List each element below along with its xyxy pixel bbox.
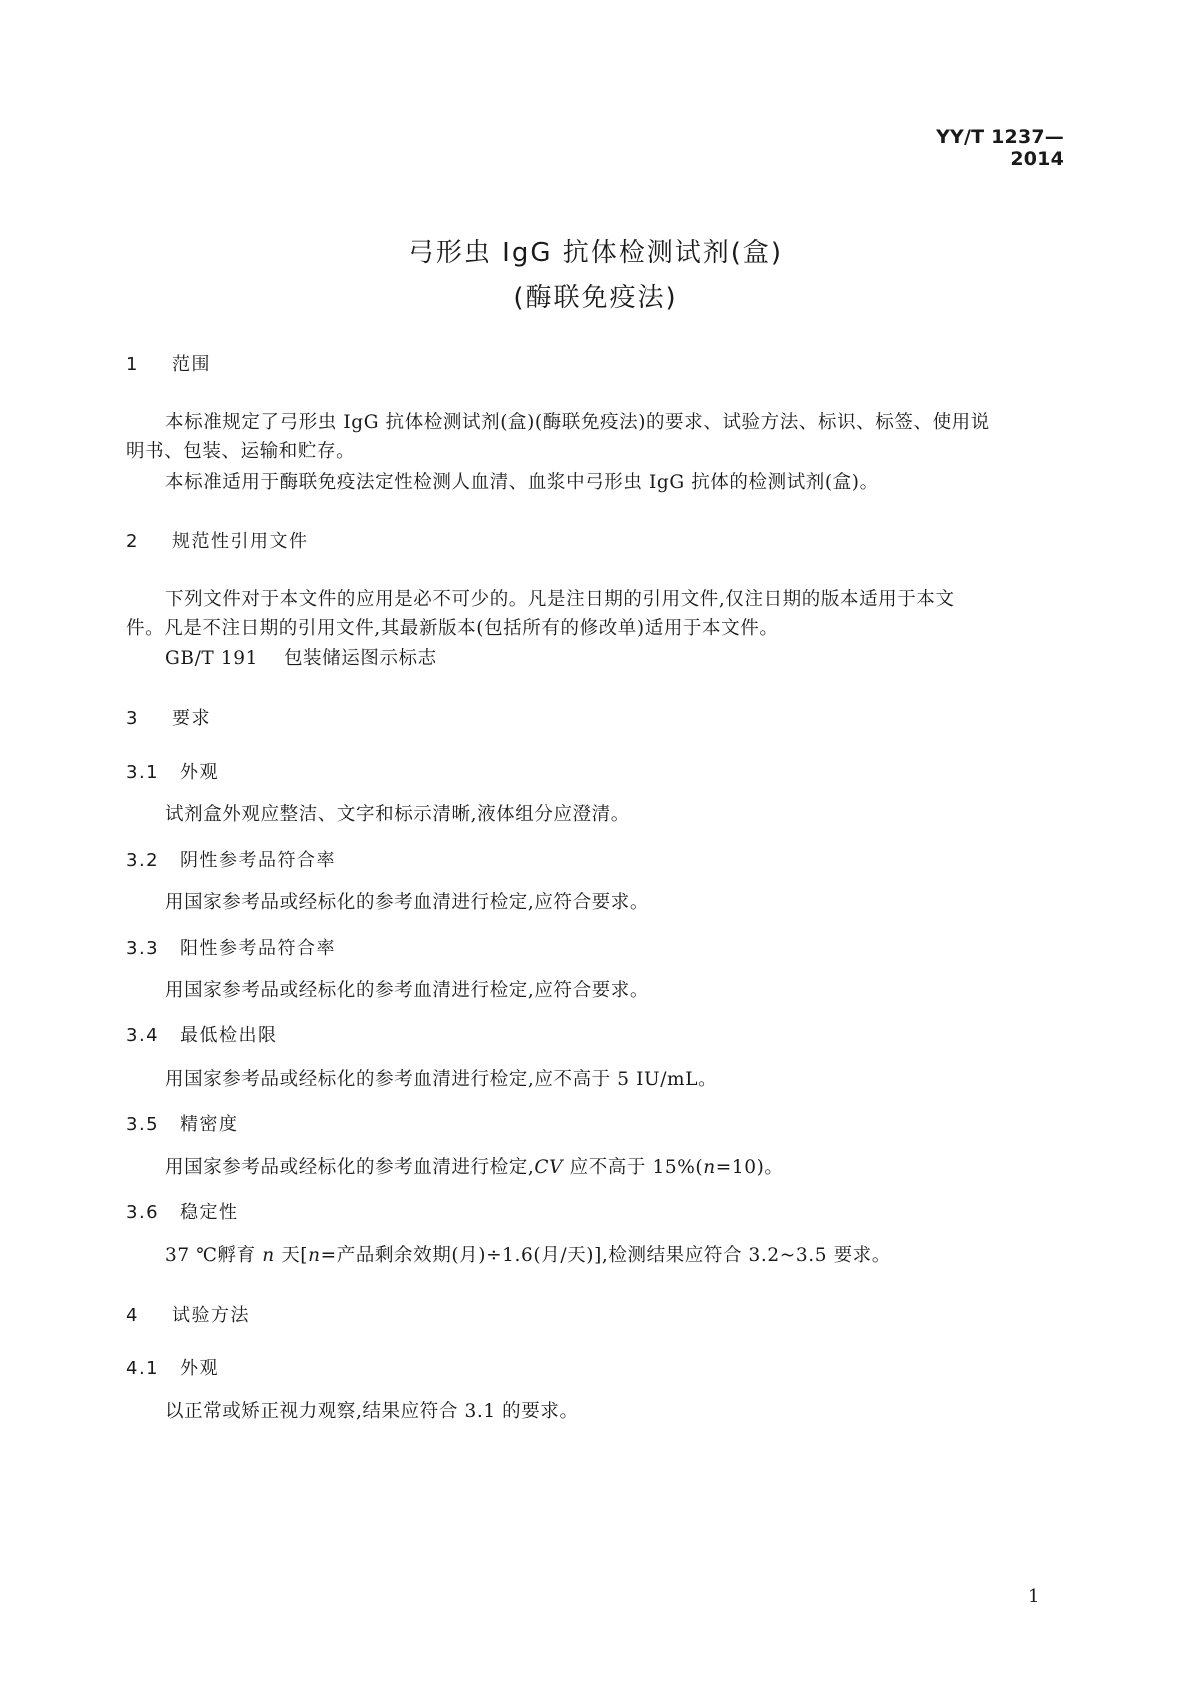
section-number: 4 [126,1305,139,1326]
section-3-1-text: 试剂盒外观应整洁、文字和标示清晰,液体组分应澄清。 [165,804,630,825]
section-number: 4.1 [126,1358,160,1379]
text-part: =产品剩余效期(月)÷1.6(月/天)],检测结果应符合 3.2~3.5 要求。 [320,1245,891,1266]
section-4-1-text: 以正常或矫正视力观察,结果应符合 3.1 的要求。 [165,1401,579,1422]
normative-reference [165,644,437,670]
section-3-3-text: 用国家参考品或经标化的参考血清进行检定,应符合要求。 [165,980,649,1001]
section-1-heading [126,350,211,376]
section-3-6-text [165,1241,891,1267]
section-2-paragraph-line-1: 下列文件对于本文件的应用是必不可少的。凡是注日期的引用文件,仅注日期的版本适用于本文 [165,589,955,610]
section-3-2-heading [126,846,336,872]
reference-code: GB/T 191 [165,648,258,669]
section-4-heading [126,1301,250,1327]
section-number: 2 [126,531,139,552]
section-number: 3.3 [126,938,160,959]
section-number: 3 [126,708,139,729]
section-title: 试验方法 [172,1305,250,1326]
section-3-5-text [165,1153,784,1179]
reference-title: 包装储运图示标志 [283,648,437,669]
section-title: 精密度 [180,1114,239,1135]
standard-code: YY/T 1237—2014 [936,126,1064,170]
section-3-4-heading [126,1021,278,1047]
section-number: 3.5 [126,1114,160,1135]
page-number: 1 [1028,1586,1040,1607]
section-title: 要求 [172,708,211,729]
document-subtitle: (酶联免疫法) [513,283,678,313]
document-title: 弓形虫 IgG 抗体检测试剂(盒) [407,238,784,268]
section-3-4-text: 用国家参考品或经标化的参考血清进行检定,应不高于 5 IU/mL。 [165,1069,718,1090]
section-number: 1 [126,354,139,375]
section-title: 规范性引用文件 [172,531,309,552]
n-symbol: n [262,1245,275,1266]
section-3-5-heading [126,1110,239,1136]
text-part: 37 ℃孵育 [165,1245,263,1266]
section-1-paragraph-1-line-1: 本标准规定了弓形虫 IgG 抗体检测试剂(盒)(酶联免疫法)的要求、试验方法、标识、标签、使用说 [165,412,990,433]
section-3-2-text: 用国家参考品或经标化的参考血清进行检定,应符合要求。 [165,892,649,913]
section-1-paragraph-1-line-2: 明书、包装、运输和贮存。 [126,441,356,462]
text-part: 用国家参考品或经标化的参考血清进行检定, [165,1157,535,1178]
text-part: 天[ [274,1245,309,1266]
n-symbol: n [308,1245,321,1266]
section-title: 阴性参考品符合率 [180,850,336,871]
section-number: 3.4 [126,1025,160,1046]
section-2-heading [126,527,309,553]
section-title: 外观 [180,1358,219,1379]
n-symbol: n [703,1157,716,1178]
section-number: 3.6 [126,1202,160,1223]
section-number: 3.1 [126,762,160,783]
section-number: 3.2 [126,850,160,871]
section-title: 范围 [172,354,211,375]
section-title: 外观 [180,762,219,783]
section-title: 阳性参考品符合率 [180,938,336,959]
section-3-heading [126,704,211,730]
section-title: 最低检出限 [180,1025,278,1046]
section-2-paragraph-line-2: 件。凡是不注日期的引用文件,其最新版本(包括所有的修改单)适用于本文件。 [126,618,779,639]
section-title: 稳定性 [180,1202,239,1223]
cv-symbol: CV [534,1157,564,1178]
section-3-3-heading [126,934,336,960]
section-4-1-heading [126,1354,219,1380]
section-3-1-heading [126,758,219,784]
text-part: =10)。 [715,1157,784,1178]
text-part: 应不高于 15%( [563,1157,704,1178]
section-1-paragraph-2: 本标准适用于酶联免疫法定性检测人血清、血浆中弓形虫 IgG 抗体的检测试剂(盒)。 [165,472,879,493]
section-3-6-heading [126,1198,239,1224]
